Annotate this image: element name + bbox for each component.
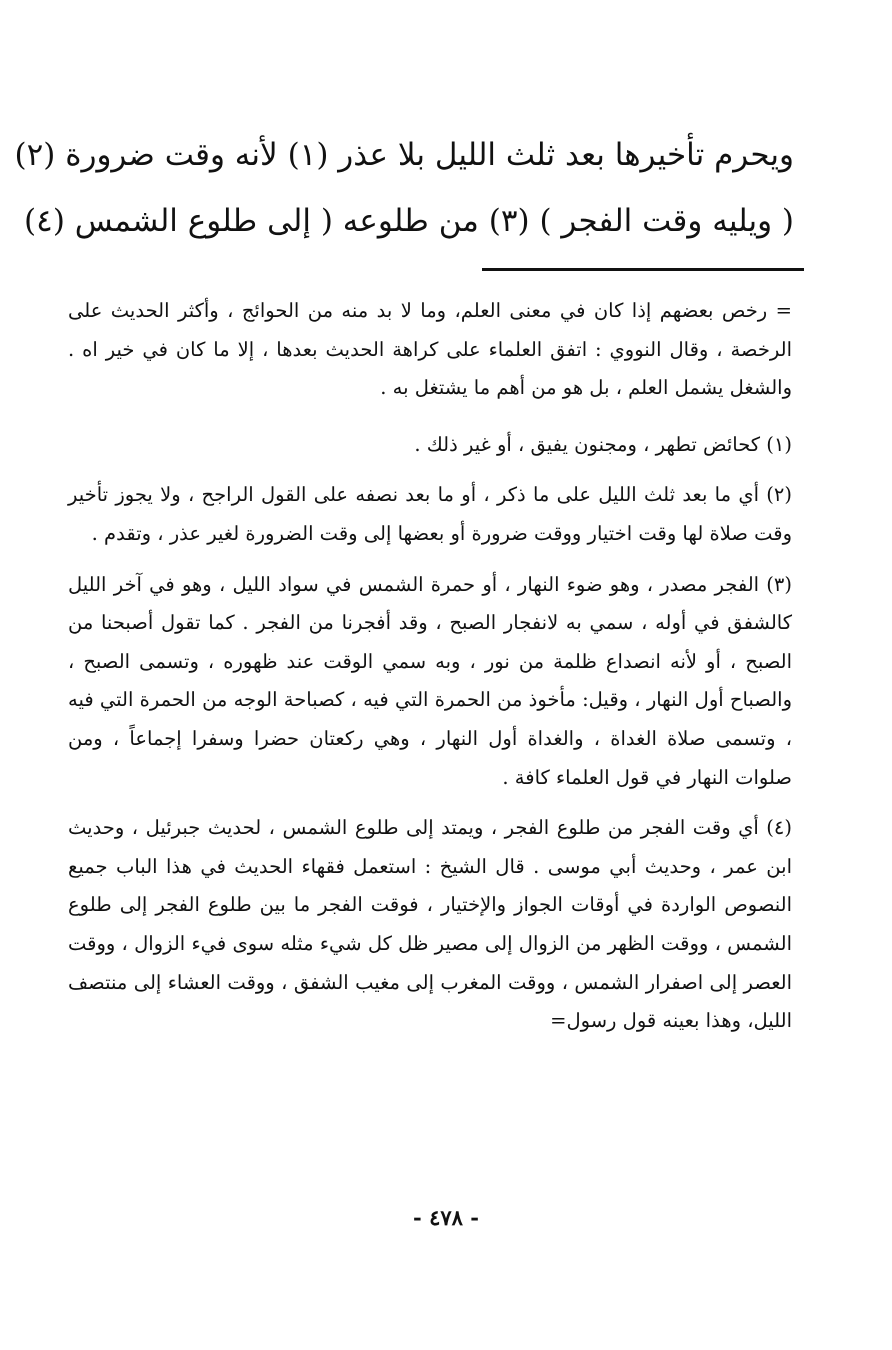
footnote-2: (٢) أي ما بعد ثلث الليل على ما ذكر ، أو ما بعد نصفه على القول الراجح ، ولا يجوز تأخير وقت صلاة لها وقت اختيار ووقت ضرورة أو بعضها إلى وقت الضرورة لغير عذر ، وتقدم . — [68, 483, 792, 545]
footnote-separator — [482, 268, 804, 271]
main-text-line-2: ( ويليه وقت الفجر ) (٣) من طلوعه ( إلى طلوع الشمس (٤) — [24, 203, 794, 239]
footnote-4: (٤) أي وقت الفجر من طلوع الفجر ، ويمتد إلى طلوع الشمس ، لحديث جبرئيل ، وحديث ابن عمر ، وحديث أبي موسى . قال الشيخ : استعمل فقهاء الحديث في هذا الباب جميع النصوص الواردة في أوقات الجواز والإختيار ، فوقت الفجر ما بين طلوع الفجر إلى طلوع الشمس ، ووقت الظهر من الزوال إلى مصير ظل كل شيء مثله سوى فيء الزوال ، ووقت العصر إلى اصفرار الشمس ، ووقت المغرب إلى مغيب الشفق ، ووقت العشاء إلى منتصف الليل، وهذا بعينه قول رسول= — [68, 816, 792, 1033]
main-text-line-1: ويحرم تأخيرها بعد ثلث الليل بلا عذر (١) لأنه وقت ضرورة (٢) — [14, 137, 794, 173]
footnote-continuation: = رخص بعضهم إذا كان في معنى العلم، وما لا بد منه من الحوائج ، وأكثر الحديث على الرخصة ، وقال النووي : اتفق العلماء على كراهة الحديث بعدها ، إلا ما كان في خير اه . والشغل يشمل العلم ، بل هو من أهم ما يشتغل به . — [68, 299, 793, 400]
footnote-3: (٣) الفجر مصدر ، وهو ضوء النهار ، أو حمرة الشمس في سواد الليل ، وهو في آخر الليل كالشفق في أوله ، سمي به لانفجار الصبح ، وقد أفجرنا من الفجر . كما تقول أصبحنا من الصبح ، أو لأنه انصداع ظلمة من نور ، وبه سمي الوقت عند ظهوره ، وتسمى الصبح ، والصباح أول النهار ، وقيل: مأخوذ من الحمرة التي فيه ، كصباحة الوجه من الحمرة التي فيه ، وتسمى صلاة الغداة ، والغداة أول النهار ، وهي ركعتان حضرا وسفرا إجماعاً ، ومن صلوات النهار في قول العلماء كافة . — [68, 572, 792, 789]
page-number: - ٤٧٨ - — [413, 1205, 479, 1230]
main-text — [14, 122, 794, 254]
footnote-1: (١) كحائض تطهر ، ومجنون يفيق ، أو غير ذلك . — [414, 432, 792, 456]
footnotes — [68, 292, 792, 1053]
